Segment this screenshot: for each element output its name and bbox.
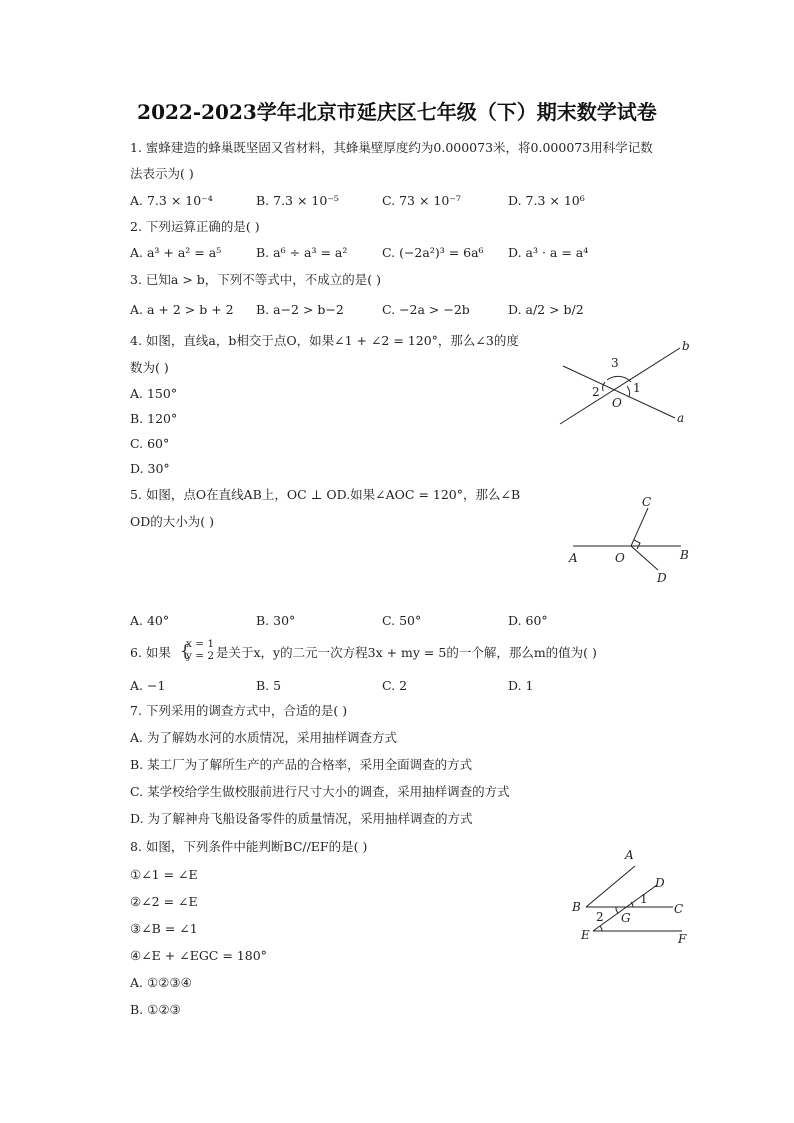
q5-option-c: C. 50°	[382, 613, 422, 628]
q5-label-c: C	[642, 495, 652, 509]
page-title: 2022-2023学年北京市延庆区七年级（下）期末数学试卷	[137, 100, 657, 124]
q4-label-a: a	[677, 411, 685, 425]
q2-stem: 2. 下列运算正确的是( )	[130, 219, 260, 234]
q8-angle2-arc	[616, 907, 618, 913]
q8-label-e: E	[581, 928, 590, 942]
q2-option-c: C. (−2a²)³ = 6a⁶	[382, 245, 484, 260]
q4-option-c: C. 60°	[130, 436, 170, 451]
q8-condition-3: ③∠B = ∠1	[130, 921, 198, 936]
q6-option-c: C. 2	[382, 678, 408, 693]
q4-figure	[555, 336, 705, 431]
q8-label-f: F	[678, 932, 687, 946]
q5-label-a: A	[569, 551, 578, 565]
q3-option-d: D. a/2 > b/2	[508, 302, 584, 317]
q8-condition-4: ④∠E + ∠EGC = 180°	[130, 948, 267, 963]
q8-condition-2: ②∠2 = ∠E	[130, 894, 198, 909]
q5-option-d: D. 60°	[508, 613, 548, 628]
q6-option-b: B. 5	[256, 678, 282, 693]
q4-stem-line2: 数为( )	[130, 360, 169, 375]
q4-label-angle2: 2	[592, 385, 600, 399]
q8-label-g: G	[621, 911, 631, 925]
q2-option-a: A. a³ + a² = a⁵	[130, 245, 222, 260]
q8-label-d: D	[655, 876, 665, 890]
q7-option-a: A. 为了解妫水河的水质情况，采用抽样调查方式	[130, 730, 397, 745]
q5-label-d: D	[657, 571, 667, 585]
q3-stem: 3. 已知a > b，下列不等式中，不成立的是( )	[130, 272, 382, 287]
q4-label-o: O	[612, 396, 622, 410]
q5-stem-line1: 5. 如图，点O在直线AB上，OC ⊥ OD.如果∠AOC = 120°，那么∠B	[130, 487, 521, 502]
q8-angle-e-arc	[600, 926, 602, 931]
q8-label-angle2: 2	[596, 910, 604, 924]
q6-option-a: A. −1	[130, 678, 166, 693]
q5-option-a: A. 40°	[130, 613, 170, 628]
q8-option-b: B. ①②③	[130, 1002, 181, 1017]
q5-ray-oc	[631, 508, 648, 546]
q3-option-a: A. a + 2 > b + 2	[130, 302, 234, 317]
q5-ray-od	[631, 546, 658, 570]
q1-option-d: D. 7.3 × 10⁶	[508, 193, 585, 208]
q1-option-c: C. 73 × 10⁻⁷	[382, 193, 461, 208]
q4-label-angle1: 1	[633, 381, 641, 395]
q4-stem-line1: 4. 如图，直线a，b相交于点O，如果∠1 + ∠2 = 120°，那么∠3的度	[130, 333, 519, 348]
q7-option-b: B. 某工厂为了解所生产的产品的合格率，采用全面调查的方式	[130, 757, 473, 772]
q8-figure	[565, 844, 705, 954]
q8-label-angle1: 1	[640, 892, 648, 906]
q4-option-d: D. 30°	[130, 461, 170, 476]
q7-option-c: C. 某学校给学生做校服前进行尺寸大小的调查，采用抽样调查的方式	[130, 784, 510, 799]
q5-stem-line2: OD的大小为( )	[130, 514, 214, 529]
q4-label-b: b	[682, 339, 690, 353]
q2-option-d: D. a³ · a = a⁴	[508, 245, 589, 260]
q5-option-b: B. 30°	[256, 613, 296, 628]
q5-label-o: O	[615, 551, 625, 565]
q1-option-b: B. 7.3 × 10⁻⁵	[256, 193, 339, 208]
q8-condition-1: ①∠1 = ∠E	[130, 867, 198, 882]
q4-line-a	[563, 366, 675, 418]
q5-label-b: B	[680, 548, 689, 562]
q8-label-c: C	[674, 902, 684, 916]
q1-option-a: A. 7.3 × 10⁻⁴	[130, 193, 213, 208]
q8-line-ba	[586, 866, 635, 907]
q6-system-line2: y = 2	[186, 650, 215, 662]
q4-angle2-arc	[603, 382, 605, 391]
q8-label-a: A	[625, 848, 634, 862]
q3-option-b: B. a−2 > b−2	[256, 302, 344, 317]
q8-stem: 8. 如图，下列条件中能判断BC//EF的是( )	[130, 839, 368, 854]
q5-figure	[563, 490, 703, 590]
q8-option-a: A. ①②③④	[130, 975, 192, 990]
q6-brace: {	[180, 641, 191, 660]
q6-stem-prefix: 6. 如果	[130, 645, 171, 660]
q8-label-b: B	[572, 900, 581, 914]
q7-option-d: D. 为了解神舟飞船设备零件的质量情况，采用抽样调查的方式	[130, 811, 473, 826]
q1-stem-line2: 法表示为( )	[130, 166, 194, 181]
q5-right-angle-mark	[634, 540, 640, 549]
q6-system-line1: x = 1	[186, 638, 215, 650]
q4-line-b	[560, 348, 680, 424]
q6-option-d: D. 1	[508, 678, 534, 693]
q4-label-angle3: 3	[611, 356, 619, 370]
q4-option-b: B. 120°	[130, 411, 178, 426]
q4-option-a: A. 150°	[130, 386, 178, 401]
q2-option-b: B. a⁶ ÷ a³ = a²	[256, 245, 348, 260]
q1-stem-line1: 1. 蜜蜂建造的蜂巢既坚固又省材料，其蜂巢壁厚度约为0.000073米，将0.000073用科学记数	[130, 140, 653, 155]
q3-option-c: C. −2a > −2b	[382, 302, 470, 317]
q6-stem-suffix: 是关于x，y的二元一次方程3x + my = 5的一个解，那么m的值为( )	[216, 645, 597, 660]
q7-stem: 7. 下列采用的调查方式中，合适的是( )	[130, 703, 348, 718]
